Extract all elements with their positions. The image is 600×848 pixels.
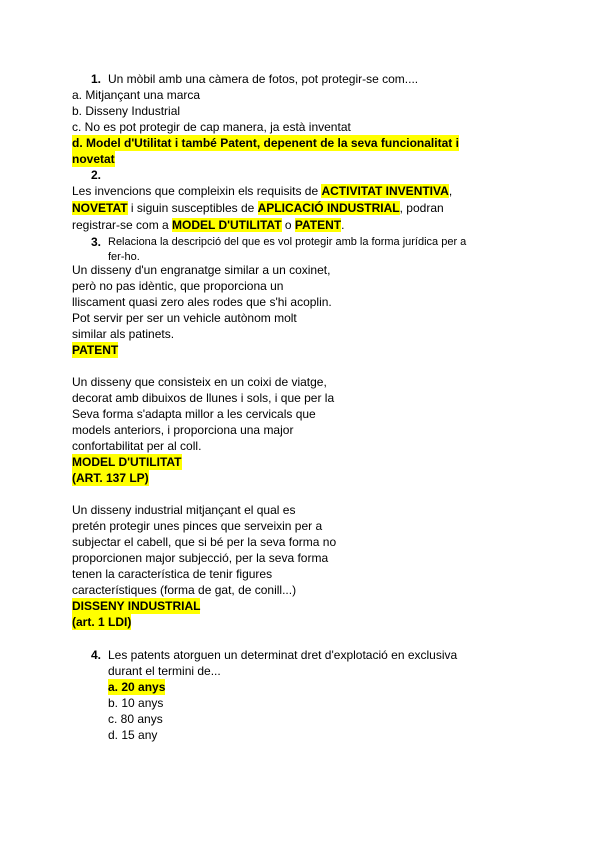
q4-number: 4.: [91, 648, 102, 662]
q3-case3-line: subjectar el cabell, que si bé per la seva forma no: [72, 535, 337, 549]
q3-case3-answer: DISSENY INDUSTRIAL: [72, 599, 201, 613]
q2-highlight-model: MODEL D'UTILITAT: [172, 218, 282, 232]
q2-highlight-patent: PATENT: [294, 218, 342, 232]
q4-option-b: b. 10 anys: [108, 696, 164, 710]
q3-case1-answer: PATENT: [72, 343, 119, 357]
q3-case3-line: tenen la característica de tenir figures: [72, 567, 273, 581]
q3-case1-line: Un disseny d'un engranatge similar a un coxinet,: [72, 263, 331, 277]
q2-line1: [72, 183, 452, 199]
q3-case3-line: proporcionen major subjecció, per la seva forma: [72, 551, 329, 565]
q3-case3-ref: (art. 1 LDI): [72, 615, 132, 629]
q3-case2-ref: (ART. 137 LP): [72, 471, 149, 485]
q4-option-c: c. 80 anys: [108, 712, 163, 726]
q3-case1-line: però no pas idèntic, que proporciona un: [72, 279, 284, 293]
q2-line3: [72, 217, 344, 233]
q3-case2-line: Un disseny que consisteix en un coixi de viatge,: [72, 375, 327, 389]
q3-number: 3.: [91, 235, 102, 249]
q2-line3-end: .: [341, 218, 345, 232]
q3-case2-line: decorat amb dibuixos de llunes i sols, i que per la: [72, 391, 335, 405]
q3-prompt-line1: Relaciona la descripció del que es vol protegir amb la forma jurídica per a: [108, 236, 467, 248]
q4-option-a: a. 20 anys: [108, 680, 166, 694]
q2-line3-or: o: [281, 218, 295, 232]
q3-case1-line: Pot servir per ser un vehicle autònom molt: [72, 311, 297, 325]
q3-case2-line: confortabilitat per al coll.: [72, 439, 202, 453]
q2-line1-end: ,: [448, 184, 453, 198]
q1-option-b: b. Disseny Industrial: [72, 104, 181, 118]
q2-line2: [72, 200, 444, 216]
q1-option-a: a. Mitjançant una marca: [72, 88, 201, 102]
q3-case2-line: Seva forma s'adapta millor a les cervicals que: [72, 407, 316, 421]
q2-highlight-aplicacio: APLICACIÓ INDUSTRIAL: [257, 201, 400, 215]
q1-option-d-line1: d. Model d'Utilitat i també Patent, depenent de la seva funcionalitat i: [72, 136, 459, 150]
q2-line2-text: i siguin susceptibles de: [127, 201, 258, 215]
q2-number: 2.: [91, 168, 102, 182]
q4-question-line1: Les patents atorguen un determinat dret d'explotació en exclusiva: [108, 648, 458, 662]
q3-prompt-line2: fer-ho.: [108, 251, 140, 263]
q2-line1-text: Les invencions que compleixin els requisits de: [72, 184, 322, 198]
q3-case3-line: pretén protegir unes pinces que serveixin per a: [72, 519, 323, 533]
q3-case3-line: característiques (forma de gat, de conill...): [72, 583, 297, 597]
q2-line2-end: , podran: [399, 201, 444, 215]
q1-question: Un mòbil amb una càmera de fotos, pot protegir-se com....: [108, 72, 419, 86]
q1-option-d-line2: novetat: [72, 152, 115, 166]
q1-number: 1.: [91, 72, 102, 86]
q2-line3-text: registrar-se com a: [72, 218, 173, 232]
q3-case1-line: lliscament quasi zero ales rodes que s'hi acoplin.: [72, 295, 332, 309]
q4-option-d: d. 15 any: [108, 728, 158, 742]
q3-case3-line: Un disseny industrial mitjançant el qual es: [72, 503, 296, 517]
q2-highlight-novetat: NOVETAT: [72, 201, 128, 215]
q2-highlight-activitat: ACTIVITAT INVENTIVA: [321, 184, 449, 198]
q3-case2-answer: MODEL D'UTILITAT: [72, 455, 182, 469]
q1-option-c: c. No es pot protegir de cap manera, ja està inventat: [72, 120, 351, 134]
q3-case2-line: models anteriors, i proporciona una major: [72, 423, 294, 437]
q4-question-line2: durant el termini de...: [108, 664, 221, 678]
q3-case1-line: similar als patinets.: [72, 327, 175, 341]
